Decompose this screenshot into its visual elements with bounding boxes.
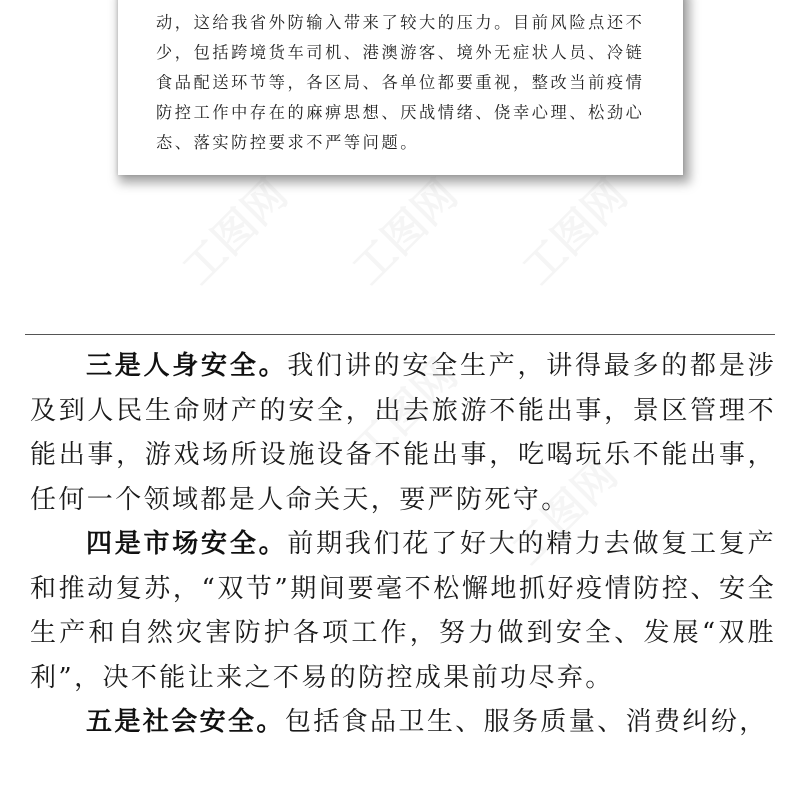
watermark: 工图网 [502,449,627,574]
paragraph-lead: 五是社会安全。 [86,707,285,737]
paragraph-text: 包括食品卫生、服务质量、消费纠纷， [284,707,768,737]
paragraph-personal-safety [30,344,776,522]
watermark: 工图网 [342,169,467,294]
paragraph-lead: 四是市场安全。 [86,529,288,559]
paragraph-market-safety [30,522,776,700]
card-text [156,8,645,158]
paragraph-text: 我们讲的安全生产，讲得最多的都是涉及到人民生命财产的安全，出去旅游不能出事，景区管理不能出事，游戏场所设施设备不能出事，吃喝玩乐不能出事，任何一个领域都是人命关天，要严防死守。 [30,351,776,515]
paragraph-social-safety [30,700,776,745]
paragraph-lead: 三是人身安全。 [86,351,288,381]
card-line: 少，包括跨境货车司机、港澳游客、境外无症状人员、冷链 [156,43,645,62]
paragraph-text: 前期我们花了好大的精力去做复工复产和推动复苏，“双节”期间要毫不松懈地抓好疫情防控、安全生产和自然灾害防护各项工作，努力做到安全、发展“双胜利”，决不能让来之不易的防控成果前功尽弃。 [30,529,776,693]
card-line: 防控工作中存在的麻痹思想、厌战情绪、侥幸心理、松劲心 [156,103,645,122]
watermark: 工图网 [512,169,637,294]
card-line: 动，这给我省外防输入带来了较大的压力。目前风险点还不 [156,13,645,32]
section-divider [25,334,775,335]
quoted-text-card [118,0,683,175]
watermark: 工图网 [172,169,297,294]
watermark: 工图网 [342,349,467,474]
card-line: 态、落实防控要求不严等问题。 [156,133,420,152]
card-line: 食品配送环节等，各区局、各单位都要重视，整改当前疫情 [156,73,645,92]
body-text [30,344,776,745]
